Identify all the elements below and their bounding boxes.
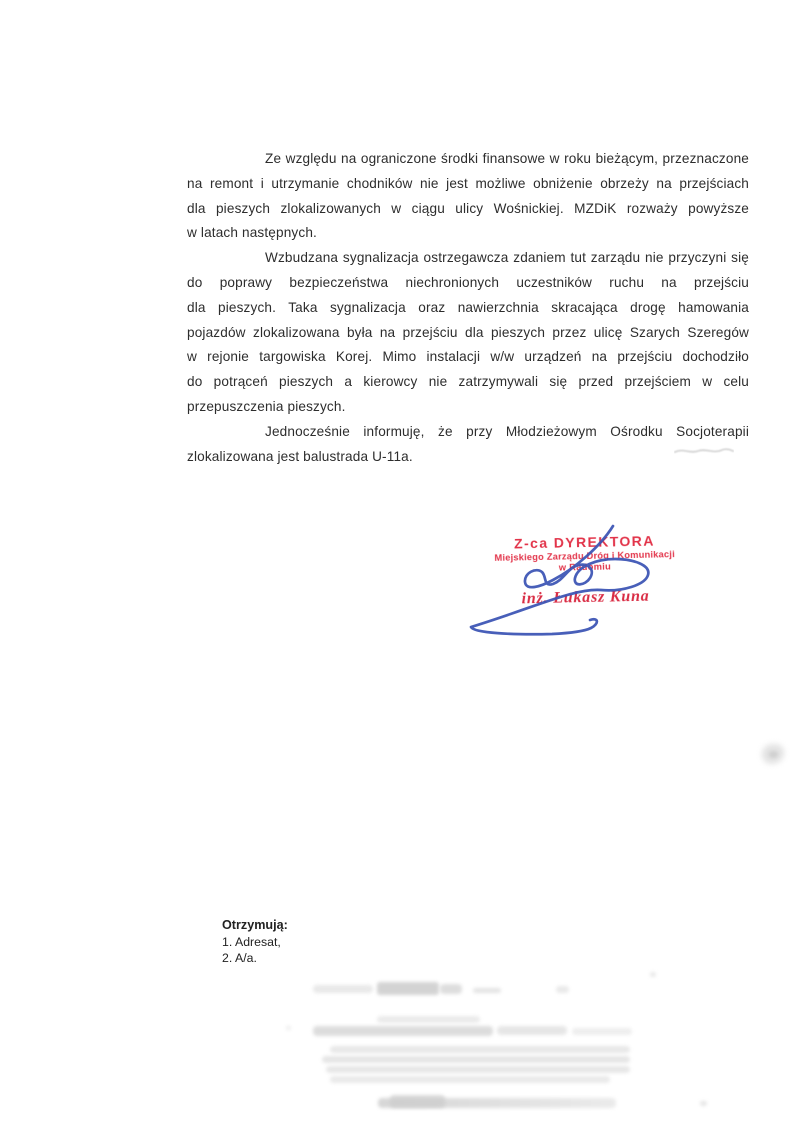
distribution-list [222, 918, 288, 966]
distribution-header: Otrzymują: [222, 918, 288, 932]
handwritten-signature [450, 513, 685, 648]
stamp-signer-name: inż. Łukasz Kuna [521, 587, 650, 608]
text-line: dla pieszych. Taka sygnalizacja oraz nawierzchnia skracająca drogę hamowania [187, 299, 749, 315]
text-line: zlokalizowana jest balustrada U-11a. [187, 448, 413, 464]
ghost-text-fragment [313, 985, 373, 993]
gray-blob-artifact [760, 740, 788, 768]
stamp-title: Z-ca DYREKTORA [513, 532, 655, 552]
ghost-text-fragment [330, 1076, 610, 1083]
text-line: przepuszczenia pieszych. [187, 398, 346, 414]
ghost-text-fragment [390, 1095, 445, 1108]
text-line: Jednocześnie informuję, że przy Młodzieżowym Ośrodku Socjoterapii [265, 423, 749, 439]
pencil-smudge-artifact [674, 444, 734, 456]
signature-stroke [471, 526, 648, 634]
ghost-text-fragment [322, 1056, 630, 1063]
ghost-speck [650, 972, 656, 977]
ghost-speck [286, 1026, 291, 1030]
text-line: pojazdów zlokalizowana była na przejściu dla pieszych przez ulicę Szarych Szeregów [187, 324, 749, 340]
blob-inner [769, 751, 778, 758]
ghost-text-fragment [330, 1046, 630, 1053]
ghost-text-fragment [378, 1098, 616, 1108]
text-line: do potrąceń pieszych a kierowcy nie zatrzymywali się przed przejściem w celu [187, 374, 749, 390]
ghost-text-fragment [313, 1026, 493, 1036]
smudge-squiggle [674, 445, 734, 457]
distribution-items [222, 935, 288, 966]
text-line: w latach następnych. [187, 225, 317, 241]
text-line: do poprawy bezpieczeństwa niechronionych uczestników ruchu na przejściu [187, 274, 749, 290]
text-line: na remont i utrzymanie chodników nie jest możliwe obniżenie obrzeży na przejściach [187, 175, 749, 191]
ghost-text-fragment [497, 1026, 567, 1035]
ghost-text-fragment [377, 982, 439, 995]
distribution-item: 1. Adresat, [222, 935, 281, 949]
text-line: Ze względu na ograniczone środki finansowe w roku bieżącym, przeznaczone [265, 151, 749, 166]
letter-body [187, 147, 749, 469]
ghost-text-fragment [440, 984, 462, 994]
distribution-item: 2. A/a. [222, 950, 257, 965]
text-line: w rejonie targowiska Korej. Mimo instalacji w/w urządzeń na przejściu dochodziło [187, 349, 749, 365]
text-line: Wzbudzana sygnalizacja ostrzegawcza zdaniem tut zarządu nie przyczyni się [265, 250, 749, 266]
ghost-text-fragment [473, 988, 501, 993]
stamp-org-city: w Radomiu [558, 561, 612, 573]
ghost-speck [700, 1101, 707, 1106]
ghost-text-fragment [556, 986, 569, 993]
ghost-text-fragment [377, 1016, 480, 1023]
ghost-text-fragment [326, 1066, 630, 1073]
ghost-text-fragment [572, 1028, 632, 1035]
text-line: dla pieszych zlokalizowanych w ciągu ulicy Wośnickiej. MZDiK rozważy powyższe [187, 200, 749, 216]
stamp-org-name: Miejskiego Zarządu Dróg i Komunikacji [494, 549, 676, 563]
